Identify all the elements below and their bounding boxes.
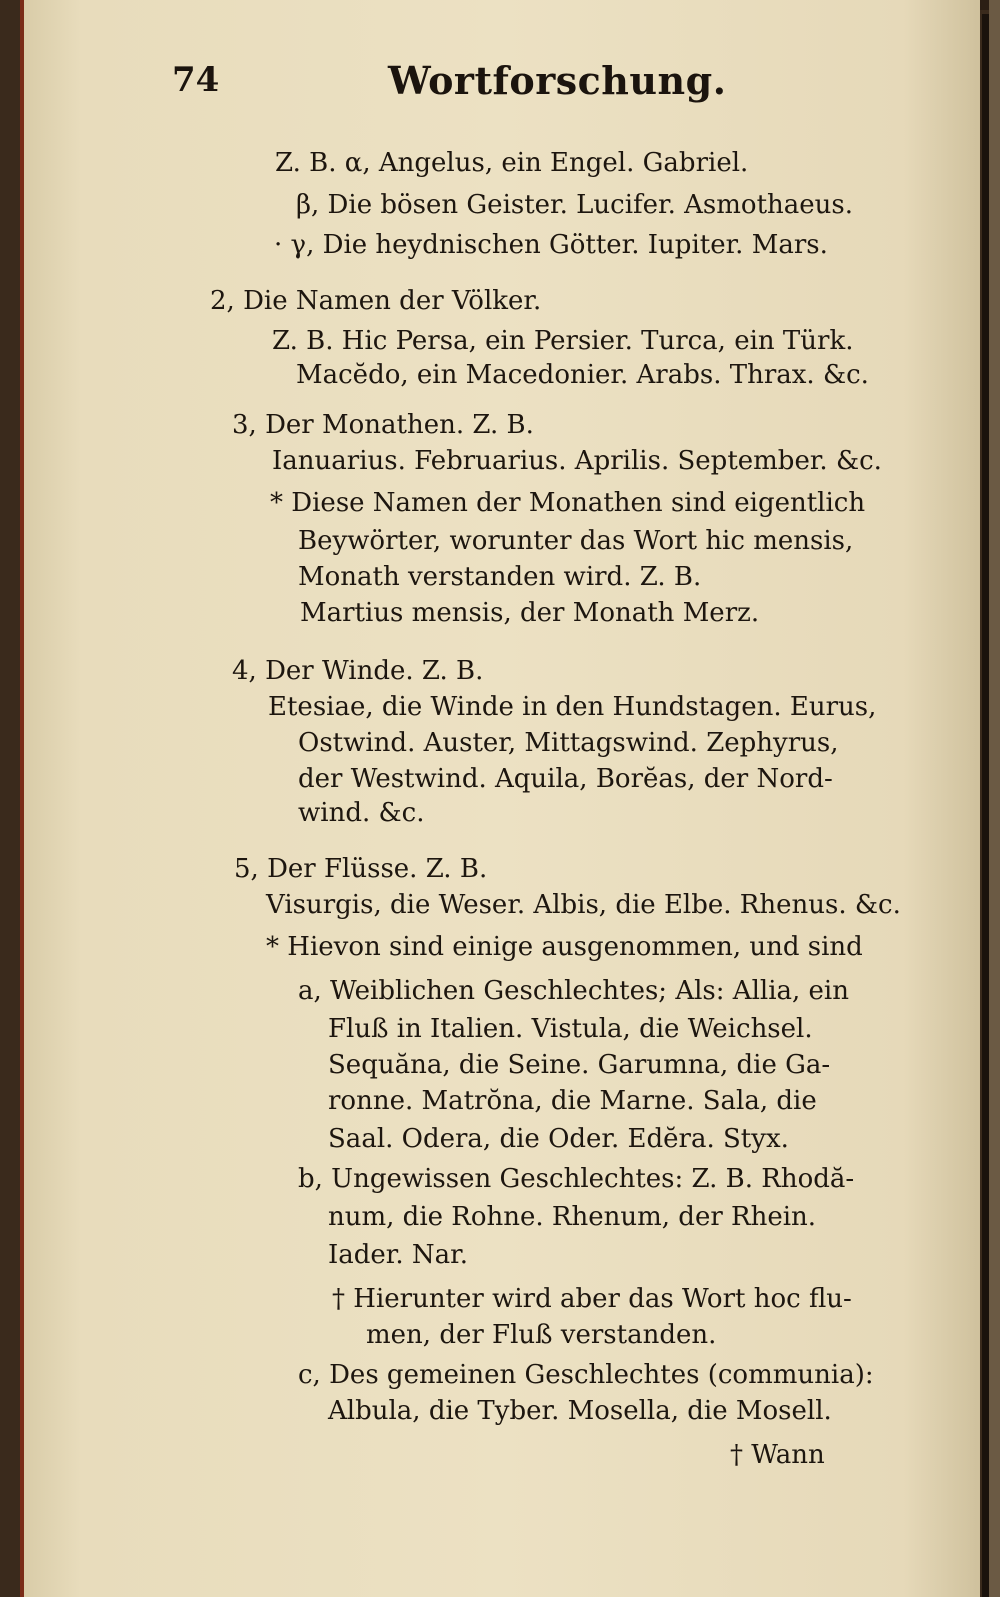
text-line: Monath verstanden wird. Z. B. — [298, 562, 702, 592]
text-line: † Wann — [730, 1440, 825, 1470]
text-line: Iader. Nar. — [328, 1240, 468, 1270]
text-line: 3, Der Monathen. Z. B. — [232, 410, 534, 440]
text-line: Macĕdo, ein Macedonier. Arabs. Thrax. &c. — [296, 360, 869, 390]
text-line: β, Die bösen Geister. Lucifer. Asmothaeus. — [296, 190, 854, 220]
text-line: Visurgis, die Weser. Albis, die Elbe. Rhenus. &c. — [266, 890, 901, 920]
text-line: * Diese Namen der Monathen sind eigentlich — [270, 488, 866, 518]
text-line: wind. &c. — [298, 798, 425, 828]
page-number: 74 — [172, 60, 220, 100]
text-line: Albula, die Tyber. Mosella, die Mosell. — [328, 1396, 832, 1426]
text-line: 2, Die Namen der Völker. — [210, 286, 542, 316]
text-line: ronne. Matrŏna, die Marne. Sala, die — [328, 1086, 817, 1116]
text-line: Ostwind. Auster, Mittagswind. Zephyrus, — [298, 728, 839, 758]
text-line: 4, Der Winde. Z. B. — [232, 656, 484, 686]
text-line: Saal. Odera, die Oder. Edĕra. Styx. — [328, 1124, 789, 1154]
text-line: * Hievon sind einige ausgenommen, und sind — [266, 932, 863, 962]
text-line: men, der Fluß verstanden. — [366, 1320, 717, 1350]
text-line: b, Ungewissen Geschlechtes: Z. B. Rhodă- — [298, 1164, 855, 1194]
gutter-rule — [982, 14, 989, 1597]
text-line: Fluß in Italien. Vistula, die Weichsel. — [328, 1014, 813, 1044]
text-line: Martius mensis, der Monath Merz. — [300, 598, 760, 628]
text-line: a, Weiblichen Geschlechtes; Als: Allia, ein — [298, 976, 849, 1006]
text-line: · γ, Die heydnischen Götter. Iupiter. Mars. — [274, 230, 828, 260]
page-title: Wortforschung. — [388, 58, 727, 103]
text-line: Ianuarius. Februarius. Aprilis. September. &c. — [272, 446, 882, 476]
text-line: Z. B. α, Angelus, ein Engel. Gabriel. — [275, 148, 749, 178]
text-line: † Hierunter wird aber das Wort hoc flu- — [332, 1284, 852, 1314]
text-line: Z. B. Hic Persa, ein Persier. Turca, ein Türk. — [272, 326, 854, 356]
text-line: Sequăna, die Seine. Garumna, die Ga- — [328, 1050, 831, 1080]
text-line: c, Des gemeinen Geschlechtes (communia): — [298, 1360, 874, 1390]
text-line: 5, Der Flüsse. Z. B. — [234, 854, 488, 884]
text-line: der Westwind. Aquila, Borĕas, der Nord- — [298, 764, 833, 794]
text-line: Etesiae, die Winde in den Hundstagen. Eurus, — [268, 692, 877, 722]
text-line: num, die Rohne. Rhenum, der Rhein. — [328, 1202, 817, 1232]
page-edge — [989, 0, 1000, 1597]
text-line: Beywörter, worunter das Wort hic mensis, — [298, 526, 854, 556]
